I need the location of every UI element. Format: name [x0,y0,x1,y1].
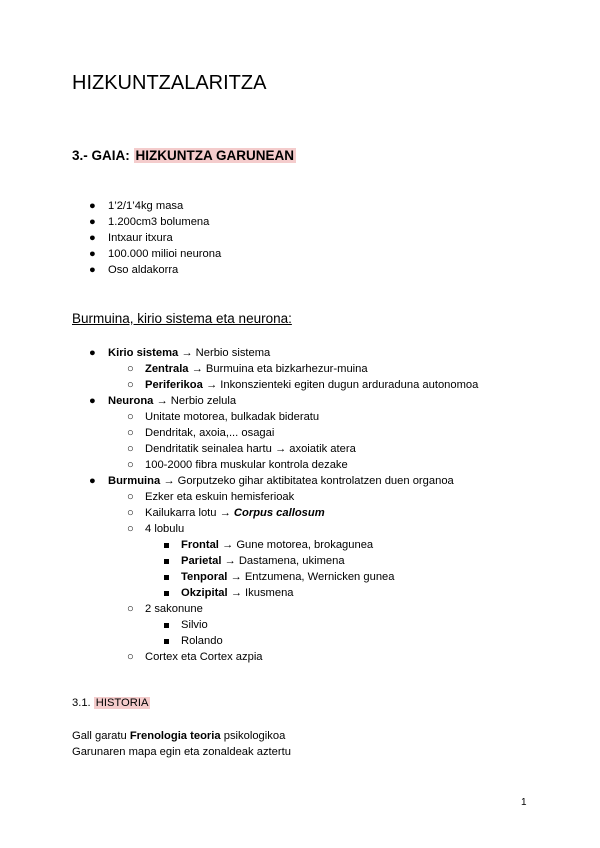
list-item [145,377,478,393]
square-marker [164,639,169,644]
definition: → Burmuina eta bizkarhezur-muina [188,363,368,375]
bullet-marker: ● [89,395,96,407]
definition: → Inkonszienteki egiten dugun arduraduna autonomoa [202,379,479,391]
list-item: 100.000 milioi neurona [108,248,222,260]
text: Gall garatu [72,730,130,742]
list-item: Ezker eta eskuin hemisferioak [145,491,295,503]
circle-marker: ○ [127,427,134,439]
term: Neurona [108,395,154,407]
list-item: Intxaur itxura [108,232,173,244]
definition: → Nerbio sistema [178,347,271,359]
topic-heading [72,148,296,163]
circle-marker: ○ [127,603,134,615]
term: Frenologia teoria [129,730,221,742]
list-item [108,473,454,489]
text: psikologikoa [220,730,286,742]
topic-prefix: 3.- GAIA: [72,148,134,163]
bullet-marker: ● [89,232,96,244]
term: Corpus callosum [233,507,325,519]
paragraph-line: Garunaren mapa egin eta zonaldeak aztertu [72,746,291,758]
subtitle: Burmuina, kirio sistema eta neurona: [72,311,292,326]
definition: → Gorputzeko gihar aktibitatea kontrolatzen duen organoa [160,475,454,487]
list-item: Dendritak, axoia,... osagai [145,427,275,439]
definition: → Ikusmena [227,587,294,599]
circle-marker: ○ [127,523,134,535]
term: Frontal [181,539,219,551]
list-item [181,585,294,601]
definition: Kailukarra lotu [145,507,220,519]
definition: → Gune motorea, brokagunea [218,539,374,551]
list-item [181,537,373,553]
page-number: 1 [521,797,527,808]
list-item: 1’2/1’4kg masa [108,200,184,212]
circle-marker: ○ [127,443,134,455]
list-item: Silvio [181,619,208,631]
bullet-marker: ● [89,264,96,276]
list-item: 100-2000 fibra muskular kontrola dezake [145,459,348,471]
list-item: Rolando [181,635,223,647]
list-item [108,345,270,361]
term: Zentrala [145,363,189,375]
list-item: Unitate motorea, bulkadak bideratu [145,411,320,423]
term: Burmuina [108,475,161,487]
list-item [145,361,368,377]
list-item [181,553,345,569]
square-marker [164,559,169,564]
circle-marker: ○ [127,651,134,663]
bullet-marker: ● [89,216,96,228]
circle-marker: ○ [127,507,134,519]
square-marker [164,591,169,596]
arrow: → [219,507,234,519]
circle-marker: ○ [127,379,134,391]
list-item [108,393,236,409]
circle-marker: ○ [127,459,134,471]
document-title: HIZKUNTZALARITZA [72,72,267,94]
list-item: 4 lobulu [145,523,185,535]
definition: → Nerbio zelula [153,395,237,407]
definition: → Dastamena, ukimena [221,555,345,567]
bullet-marker: ● [89,347,96,359]
section-heading [72,697,150,709]
term: Periferikoa [145,379,203,391]
list-item [145,505,325,521]
term: Kirio sistema [108,347,179,359]
paragraph-line [72,728,285,744]
list-item: 2 sakonune [145,603,203,615]
section-number: 3.1. [72,697,94,709]
term: Tenporal [181,571,228,583]
list-item [181,569,395,585]
list-item: Cortex eta Cortex azpia [145,651,263,663]
section-title: HISTORIA [95,697,149,709]
bullet-marker: ● [89,200,96,212]
list-item: Dendritatik seinalea hartu → axoiatik atera [145,443,356,455]
square-marker [164,543,169,548]
topic-highlight: HIZKUNTZA GARUNEAN [135,148,295,163]
bullet-marker: ● [89,248,96,260]
list-item: Oso aldakorra [108,264,179,276]
square-marker [164,575,169,580]
term: Okzipital [181,587,228,599]
term: Parietal [181,555,222,567]
bullet-marker: ● [89,475,96,487]
circle-marker: ○ [127,411,134,423]
circle-marker: ○ [127,491,134,503]
list-item: 1.200cm3 bolumena [108,216,210,228]
square-marker [164,623,169,628]
circle-marker: ○ [127,363,134,375]
definition: → Entzumena, Wernicken gunea [227,571,395,583]
